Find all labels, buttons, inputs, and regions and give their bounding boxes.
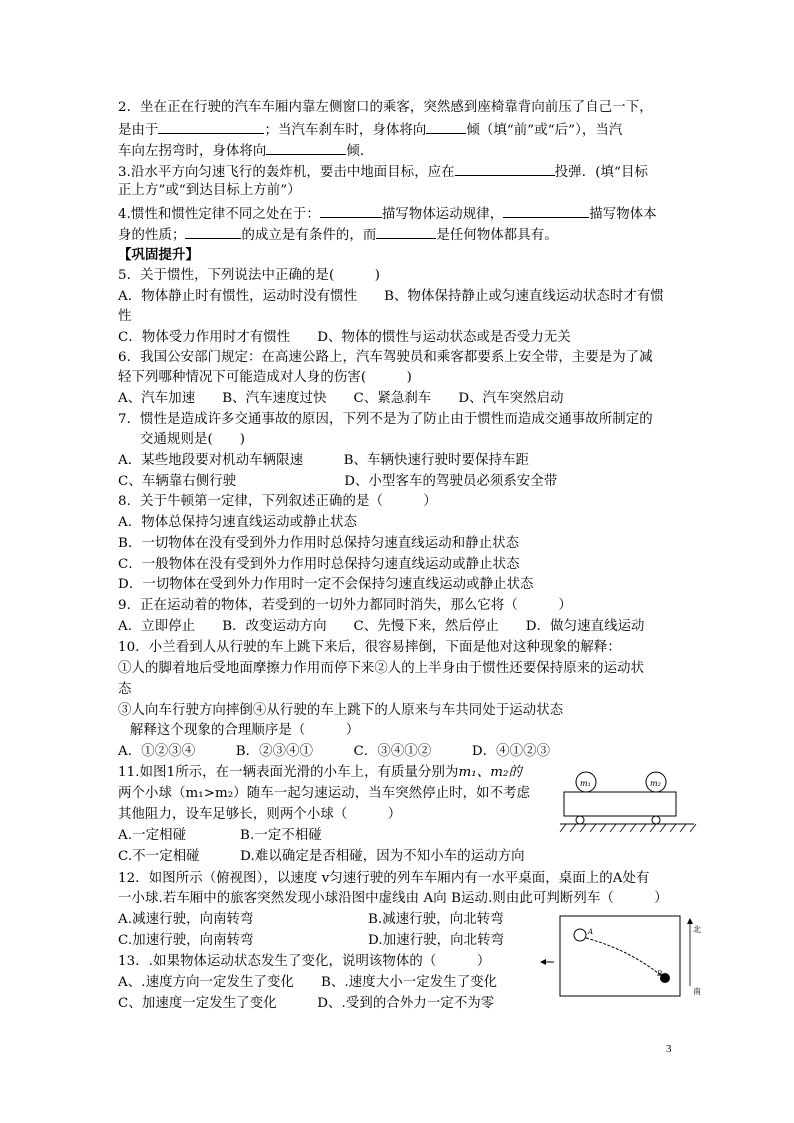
ball-a (574, 929, 586, 941)
q4-blank-1[interactable] (320, 203, 382, 218)
q3-line1 (118, 161, 648, 183)
q13-option-a-b: A、.速度方向一定发生了变化 B、.速度大小一定发生了变化 (118, 975, 498, 990)
point-b-label: B (657, 970, 663, 978)
q4-blank-2[interactable] (503, 203, 589, 218)
north-label: 北 (693, 925, 701, 934)
q6-line2: 轻下列哪种情况下可能造成对人身的伤害( ) (118, 370, 412, 385)
q8-option-b: B．一切物体在没有受到外力作用时总保持匀速直线运动和静止状态 (118, 536, 520, 551)
q12-option-d: D.加速行驶，向北转弯 (368, 933, 505, 948)
q7-line2: 交通规则是( ) (140, 432, 246, 447)
q9-stem: 9．正在运动着的物体，若受到的一切外力都同时消失，那么它将（ ） (118, 598, 572, 613)
ball-m1-label: m₁ (580, 779, 591, 788)
q11-line2: 两个小球（m₁>m₂）随车一起匀速运动，当车突然停止时，如不考虑 (118, 786, 531, 801)
q10-line3: 态 (118, 682, 132, 697)
q5-option-b-cont: 性 (118, 309, 132, 324)
q4-blank-4[interactable] (376, 224, 436, 239)
q10-line4: ③人向车行驶方向摔倒④从行驶的车上跳下的人原来与车共同处于运动状态 (118, 703, 564, 718)
q12-option-a: A.减速行驶，向南转弯 (118, 912, 254, 927)
q4-text-c: 描写物体本 (589, 207, 657, 222)
q2-text-e: 倾． (346, 144, 374, 159)
table-outline (560, 916, 680, 996)
q2-line1: 2．坐在正在行驶的汽车车厢内靠左侧窗口的乘客，突然感到座椅靠背向前压了自己一下， (118, 100, 653, 115)
q2-text-b: ；当汽车刹车时，身体将向 (264, 123, 427, 138)
q6-line1: 6．我国公安部门规定：在高速公路上，汽车驾驶员和乘客都要系上安全带，主要是为了减 (118, 350, 653, 365)
q8-stem: 8．关于牛顿第一定律，下列叙述正确的是（ ） (118, 494, 437, 509)
q2-blank-1[interactable] (158, 119, 264, 134)
q4-line1 (118, 203, 657, 225)
q2-blank-2[interactable] (426, 119, 466, 134)
q4-blank-3[interactable] (185, 224, 241, 239)
q9-options: A．立即停止 B．改变运动方向 C、先慢下来，然后停止 D．做匀速直线运动 (118, 619, 645, 634)
q4-text-f: 是任何物体都具有。 (436, 228, 558, 243)
q5-option-c-d: C．物体受力作用时才有惯性 D、物体的惯性与运动状态或是否受力无关 (118, 330, 571, 345)
figure-table-top-view (530, 910, 702, 1002)
q2-line3 (118, 140, 373, 162)
cart-body (564, 792, 676, 816)
q10-options: A．①②③④ B．②③④① C．③④①② D．④①②③ (118, 744, 551, 759)
north-south-arrow (687, 918, 701, 996)
path-a-to-b (586, 938, 663, 977)
q6-options: A、汽车加速 B、汽车速度过快 C、紧急刹车 D、汽车突然启动 (118, 391, 564, 406)
q3-text-a: 3.沿水平方向匀速飞行的轰炸机，要击中地面目标，应在 (118, 165, 455, 180)
point-a-label: A (588, 928, 594, 936)
q11-option-c-d: C.不一定相碰 D.难以确定是否相碰，因为不知小车的运动方向 (118, 849, 525, 864)
q3-line2: 正上方”或“到达目标上方前”） (118, 183, 301, 198)
q8-option-d: D．一切物体在受到外力作用时一定不会保持匀速直线运动或静止状态 (118, 577, 534, 592)
q5-stem: 5．关于惯性，下列说法中正确的是( ) (118, 268, 381, 283)
q11-line1 (118, 763, 522, 783)
q10-line1: 10．小兰看到人从行驶的车上跳下来后，很容易摔倒，下面是他对这种现象的解释： (118, 640, 621, 655)
q7-option-c-d: C、车辆靠右侧行驶 D、小型客车的驾驶员必须系安全带 (118, 474, 558, 489)
q7-option-a-b: A．某些地段要对机动车辆限速 B、车辆快速行驶时要保持车距 (118, 453, 529, 468)
ball-m1 (576, 772, 596, 792)
q11-masses: m₁、m₂的 (458, 765, 523, 780)
q4-text-e: 的成立是有条件的，而 (241, 228, 377, 243)
velocity-arrow (540, 959, 554, 965)
q3-text-b: 投弹．(填“目标 (554, 165, 648, 180)
q10-line5: 解释这个现象的合理顺序是（ ） (130, 723, 360, 738)
q13-option-c-d: C、加速度一定发生了变化 D、.受到的合外力一定不为零 (118, 996, 495, 1011)
q4-text-b: 描写物体运动规律， (381, 207, 504, 222)
section-heading: 【巩固提升】 (118, 247, 199, 263)
q2-text-a: 是由于 (118, 123, 159, 138)
q8-option-a: A．物体总保持匀速直线运动或静止状态 (118, 515, 358, 530)
q8-option-c: C．一般物体在没有受到外力作用时总保持匀速直线运动或静止状态 (118, 557, 520, 572)
q11-text-a: 11.如图1所示，在一辆表面光滑的小车上，有质量分别为 (118, 765, 459, 780)
q4-line2 (118, 224, 558, 246)
q12-line2: 一小球.若车厢中的旅客突然发现小球沿图中虚线由 A向 B运动.则由此可判断列车（ ） (118, 891, 668, 906)
q13-stem: 13．.如果物体运动状态发生了变化，说明该物体的（ ） (118, 954, 491, 969)
q7-line1: 7．惯性是造成许多交通事故的原因，下列不是为了防止由于惯性而造成交通事故所制定的 (118, 412, 653, 427)
q2-blank-3[interactable] (266, 140, 346, 155)
q12-line1: 12．如图所示（俯视图），以速度 v匀速行驶的列车车厢内有一水平桌面，桌面上的A处有 (118, 871, 650, 886)
ground-hatch (560, 824, 696, 832)
cart-wheel-right (652, 816, 660, 824)
south-label: 南 (693, 987, 701, 996)
q2-line2 (118, 119, 622, 141)
q3-blank[interactable] (455, 161, 555, 176)
ball-m2-label: m₂ (650, 779, 661, 788)
q4-text-a: 4.惯性和惯性定律不同之处在于： (118, 207, 320, 222)
q10-line2: ①人的脚着地后受地面摩擦力作用而停下来②人的上半身由于惯性还要保持原来的运动状 (118, 661, 645, 676)
q12-option-c: C.加速行驶，向南转弯 (118, 933, 254, 948)
cart-wheel-left (576, 816, 584, 824)
q4-text-d: 身的性质； (118, 228, 186, 243)
ball-m2 (646, 772, 666, 792)
q5-option-a-b: A．物体静止时有惯性，运动时没有惯性 B、物体保持静止或匀速直线运动状态时才有惯 (118, 289, 664, 304)
q11-line3: 其他阻力，设车足够长，则两个小球（ ） (118, 807, 402, 822)
page-number: 3 (666, 1043, 672, 1055)
q11-option-a-b: A.一定相碰 B.一定不相碰 (118, 828, 322, 843)
figure-cart (556, 766, 698, 842)
q2-text-d: 车向左拐弯时，身体将向 (118, 144, 267, 159)
q12-option-b: B.减速行驶，向北转弯 (368, 912, 504, 927)
q2-text-c: 倾（填“前”或“后”），当汽 (466, 123, 623, 138)
